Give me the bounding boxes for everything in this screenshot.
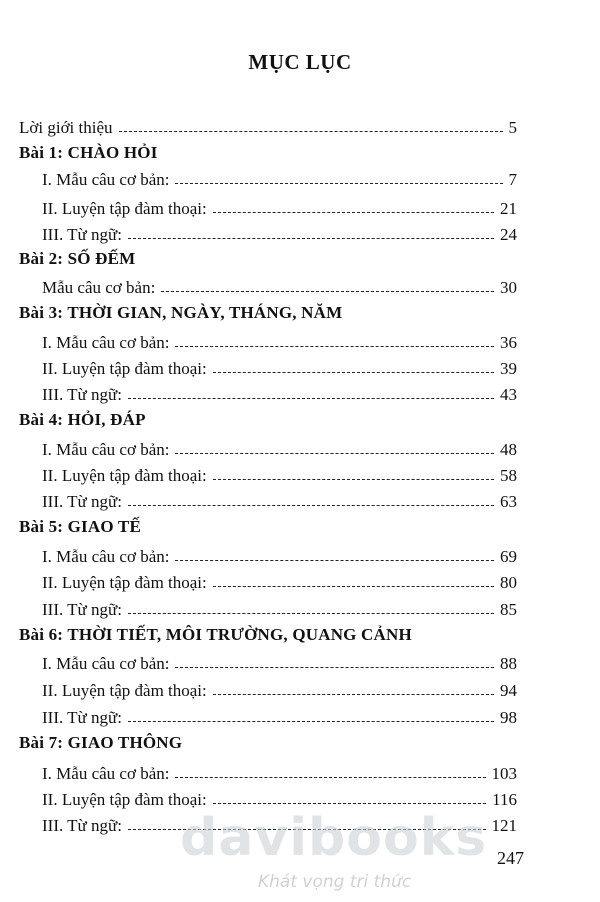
toc-entry-label: I. Mẫu câu cơ bản: [42, 547, 170, 566]
toc-entry-label: I. Mẫu câu cơ bản: [42, 440, 170, 459]
leader-dots [213, 694, 494, 695]
toc-entry-label: II. Luyện tập đàm thoại: [42, 466, 207, 485]
toc-entry-page: 7 [508, 170, 517, 189]
toc-entry-label: II. Luyện tập đàm thoại: [42, 790, 207, 809]
toc-entry-label: I. Mẫu câu cơ bản: [42, 654, 170, 673]
toc-entry [42, 221, 517, 245]
leader-dots [175, 453, 494, 454]
leader-dots [213, 803, 486, 804]
lesson-heading: Bài 6: THỜI TIẾT, MÔI TRƯỜNG, QUANG CẢNH [19, 625, 412, 644]
toc-entry-label: II. Luyện tập đàm thoại: [42, 199, 207, 218]
page-number: 247 [497, 848, 524, 868]
toc-entry-label: III. Từ ngữ: [42, 600, 122, 619]
toc-entry [42, 704, 517, 728]
toc-entry-page: 24 [500, 225, 517, 244]
toc-entry-label: II. Luyện tập đàm thoại: [42, 573, 207, 592]
leader-dots [128, 238, 494, 239]
watermark-brand: davibooks [180, 808, 488, 868]
toc-entry [42, 195, 517, 219]
toc-entry-label: III. Từ ngữ: [42, 225, 122, 244]
toc-entry [42, 677, 517, 701]
toc-entry-label: Lời giới thiệu [19, 118, 113, 137]
toc-entry-label: III. Từ ngữ: [42, 816, 122, 835]
leader-dots [128, 721, 494, 722]
lesson-heading: Bài 3: THỜI GIAN, NGÀY, THÁNG, NĂM [19, 303, 343, 322]
toc-entry-page: 121 [491, 816, 517, 835]
toc-entry-page: 94 [500, 681, 517, 700]
toc-entry [42, 569, 517, 593]
toc-entry-page: 39 [500, 359, 517, 378]
toc-entry-page: 98 [500, 708, 517, 727]
toc-entry-page: 21 [500, 199, 517, 218]
lesson-heading: Bài 2: SỐ ĐẾM [19, 249, 136, 268]
toc-entry [42, 760, 517, 784]
toc-entry [42, 355, 517, 379]
toc-entry-page: 116 [492, 790, 517, 809]
toc-entry [42, 329, 517, 353]
toc-entry [42, 436, 517, 460]
toc-entry-label: II. Luyện tập đàm thoại: [42, 681, 207, 700]
toc-entry-page: 88 [500, 654, 517, 673]
page-title: MỤC LỤC [248, 50, 352, 74]
toc-entry-label: I. Mẫu câu cơ bản: [42, 333, 170, 352]
toc-entry-page: 43 [500, 385, 517, 404]
leader-dots [128, 613, 494, 614]
toc-entry [42, 596, 517, 620]
toc-entry [42, 786, 517, 810]
leader-dots [128, 398, 494, 399]
lesson-heading: Bài 1: CHÀO HỎI [19, 143, 158, 162]
lesson-heading: Bài 4: HỎI, ĐÁP [19, 410, 146, 429]
leader-dots [213, 479, 494, 480]
toc-entry [42, 543, 517, 567]
toc-entry-label: II. Luyện tập đàm thoại: [42, 359, 207, 378]
leader-dots [213, 212, 494, 213]
toc-entry-label: III. Từ ngữ: [42, 492, 122, 511]
toc-entry-page: 48 [500, 440, 517, 459]
toc-entry-label: Mẫu câu cơ bản: [42, 278, 156, 297]
leader-dots [175, 560, 494, 561]
toc-entry-page: 30 [500, 278, 517, 297]
toc-entry-page: 5 [508, 118, 517, 137]
leader-dots [175, 346, 494, 347]
leader-dots [175, 667, 494, 668]
toc-entry-intro [19, 114, 517, 138]
toc-entry-page: 103 [491, 764, 517, 783]
toc-entry-label: III. Từ ngữ: [42, 385, 122, 404]
toc-entry-page: 36 [500, 333, 517, 352]
leader-dots [128, 505, 494, 506]
lesson-heading: Bài 5: GIAO TẾ [19, 517, 141, 536]
toc-entry-page: 85 [500, 600, 517, 619]
toc-entry-page: 58 [500, 466, 517, 485]
leader-dots [175, 777, 485, 778]
toc-entry-page: 80 [500, 573, 517, 592]
toc-entry [42, 488, 517, 512]
toc-entry-label: III. Từ ngữ: [42, 708, 122, 727]
toc-entry [42, 650, 517, 674]
toc-entry [42, 274, 517, 298]
leader-dots [213, 372, 494, 373]
toc-entry [42, 381, 517, 405]
watermark-tagline: Khát vọng tri thức [258, 872, 412, 892]
leader-dots [161, 291, 494, 292]
leader-dots [119, 131, 503, 132]
leader-dots [213, 586, 494, 587]
toc-entry-label: I. Mẫu câu cơ bản: [42, 764, 170, 783]
toc-entry [42, 462, 517, 486]
lesson-heading: Bài 7: GIAO THÔNG [19, 733, 183, 752]
toc-entry [42, 166, 517, 190]
toc-entry-label: I. Mẫu câu cơ bản: [42, 170, 170, 189]
toc-entry-page: 69 [500, 547, 517, 566]
leader-dots [175, 183, 502, 184]
toc-entry-page: 63 [500, 492, 517, 511]
